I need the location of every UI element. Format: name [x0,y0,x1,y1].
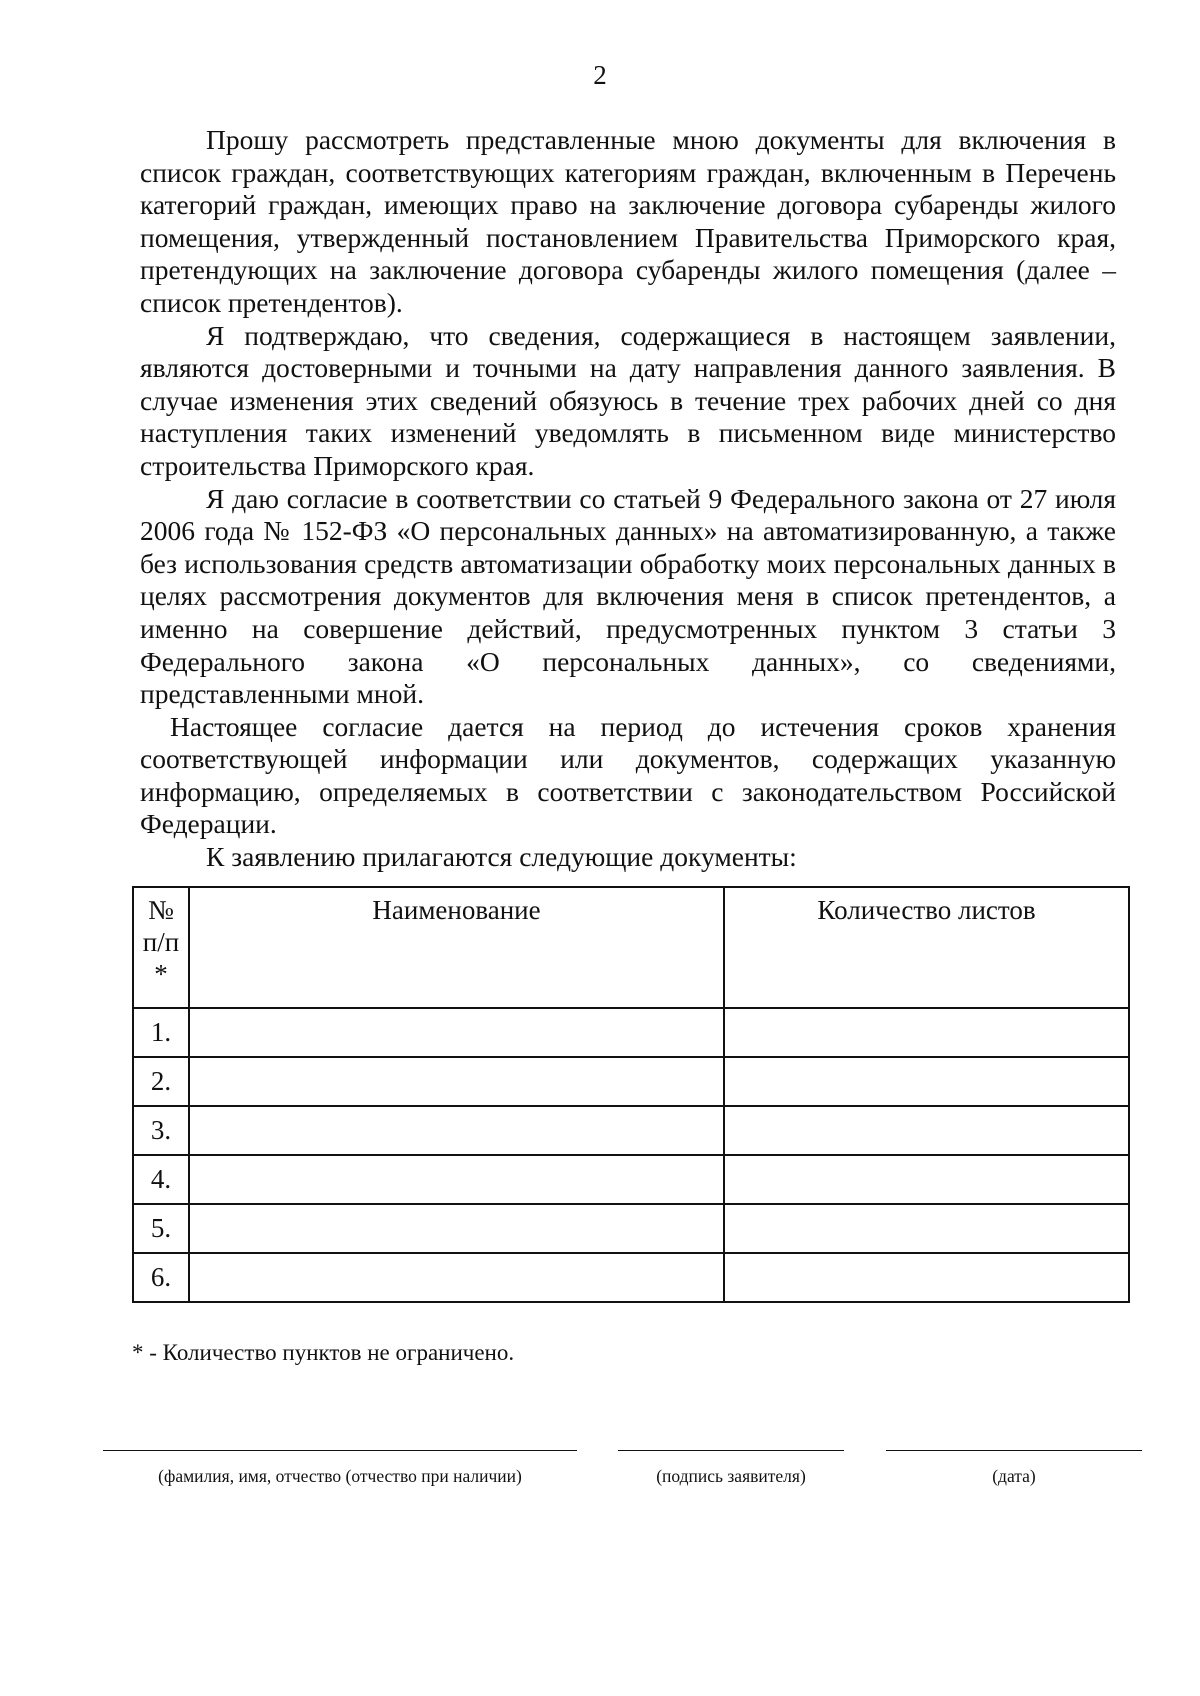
row-sheets-cell[interactable] [724,1008,1129,1057]
date-line[interactable] [886,1450,1142,1451]
table-row [133,1106,1129,1155]
date-label: (дата) [992,1466,1036,1486]
row-number: 5. [133,1204,189,1253]
header-number [133,887,189,1008]
row-number: 1. [133,1008,189,1057]
row-number: 6. [133,1253,189,1302]
row-number: 4. [133,1155,189,1204]
row-name-cell[interactable] [189,1155,724,1204]
paragraph-consent-period: Настоящее согласие дается на период до истечения сроков хранения соответствующей информации или документов, содержащих указанную информацию, определяемых в соответствии с законодательством Российской Федерации. [140,710,1116,840]
row-name-cell[interactable] [189,1253,724,1302]
row-name-cell[interactable] [189,1106,724,1155]
row-name-cell[interactable] [189,1204,724,1253]
row-sheets-cell[interactable] [724,1106,1129,1155]
table-header-row [133,887,1129,1008]
table-row [133,1204,1129,1253]
header-name: Наименование [189,887,724,1008]
table-row [133,1057,1129,1106]
signature-label: (подпись заявителя) [656,1466,806,1486]
row-name-cell[interactable] [189,1008,724,1057]
paragraph-consent: Я даю согласие в соответствии со статьей 9 Федерального закона от 27 июля 2006 года № 152-ФЗ «О персональных данных» на автоматизированную, а также без использования средств автоматизации обработку моих персональных данных в целях рассмотрения документов для включения меня в список претендентов, а именно на совершение действий, предусмотренных пунктом 3 статьи 3 Федерального закона «О персональных данных», со сведениями, представленными мной. [140,482,1116,710]
header-sheets: Количество листов [724,887,1129,1008]
row-sheets-cell[interactable] [724,1155,1129,1204]
row-sheets-cell[interactable] [724,1057,1129,1106]
footnote: * - Количество пунктов не ограничено. [132,1340,515,1365]
header-number-pp: п/п [142,927,180,957]
page-number: 2 [593,60,607,90]
paragraph-request: Прошу рассмотреть представленные мною документы для включения в список граждан, соответствующих категориям граждан, включенным в Перечень категорий граждан, имеющих право на заключение договора субаренды жилого помещения, утвержденный постановлением Правительства Приморского края, претендующих на заключение договора субаренды жилого помещения (далее – список претендентов). [140,124,1116,318]
body-text [140,124,1116,874]
row-number: 3. [133,1106,189,1155]
paragraph-confirmation: Я подтверждаю, что сведения, содержащиеся в настоящем заявлении, являются достоверными и точными на дату направления данного заявления. В случае изменения этих сведений обязуюсь в течение трех рабочих дней со дня наступления таких изменений уведомлять в письменном виде министерство строительства Приморского края. [140,319,1116,481]
header-number-sign: № [148,895,174,925]
signature-line[interactable] [618,1450,844,1451]
row-number: 2. [133,1057,189,1106]
table-row [133,1253,1129,1302]
table-row [133,1155,1129,1204]
row-name-cell[interactable] [189,1057,724,1106]
row-sheets-cell[interactable] [724,1253,1129,1302]
attachments-table [132,886,1130,1303]
table-row [133,1008,1129,1057]
name-signature-line[interactable] [103,1450,577,1451]
header-number-asterisk: * [154,959,168,989]
row-sheets-cell[interactable] [724,1204,1129,1253]
paragraph-attachments-intro: К заявлению прилагаются следующие документы: [206,841,797,873]
name-signature-label: (фамилия, имя, отчество (отчество при наличии) [158,1466,522,1486]
